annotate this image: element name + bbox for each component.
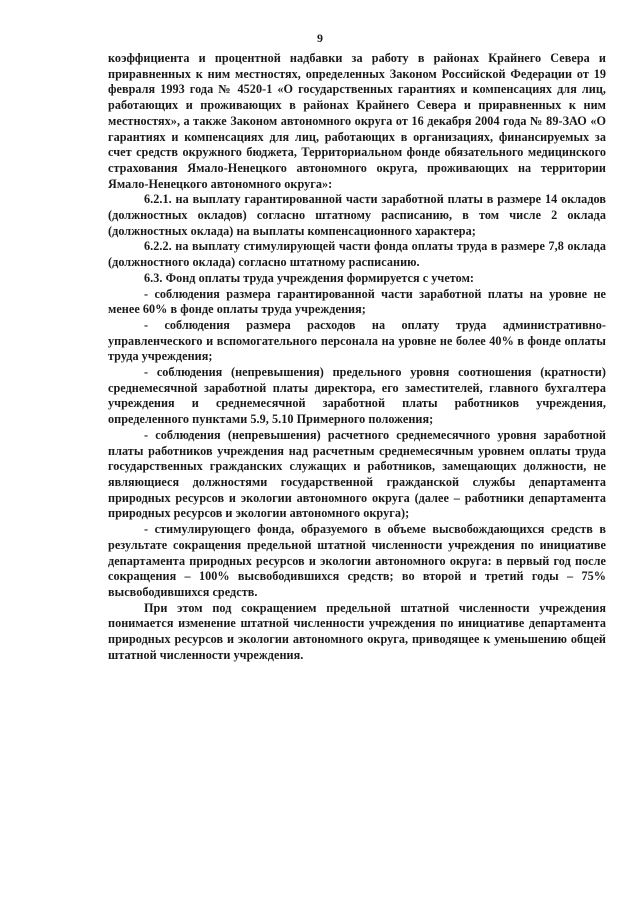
paragraph-continuation: коэффициента и процентной надбавки за работу в районах Крайнего Севера и приравненных к ним местностях, определенных Законом Российской Федерации от 19 февраля 1993 года № 4520-1 «О государственных гарантиях и компенсациях для лиц, работающих и проживающих в районах Крайнего Севера и приравненных к ним местностях», а также Законом автономного округа от 16 декабря 2004 года № 89-ЗАО «О гарантиях и компенсациях для лиц, работающих в организациях, финансируемых за счет средств окружного бюджета, Территориальном фонде обязательного медицинского страхования Ямало-Ненецкого автономного округа, проживающих на территории Ямало-Ненецкого автономного округа»:: [108, 51, 606, 191]
paragraph-p-definition: При этом под сокращением предельной штатной численности учреждения понимается изменение штатной численности учреждения по инициативе департамента природных ресурсов и экологии автономного округа, приводящее к уменьшению общей штатной численности учреждения.: [108, 600, 606, 662]
paragraph-p-6-3: 6.3. Фонд оплаты труда учреждения формируется с учетом:: [144, 270, 475, 285]
paragraph-item-2: - соблюдения размера расходов на оплату труда административно-управленческого и вспомогательного персонала на уровне не более 40% в фонде оплаты труда учреждения;: [108, 317, 606, 364]
paragraph-item-1: - соблюдения размера гарантированной части заработной платы на уровне не менее 60% в фонде оплаты труда учреждения;: [108, 286, 606, 317]
paragraph-p-6-2-2: 6.2.2. на выплату стимулирующей части фонда оплаты труда в размере 7,8 оклада (должностного оклада) согласно штатному расписанию.: [108, 239, 606, 270]
paragraph-p-6-2-1: 6.2.1. на выплату гарантированной части заработной платы в размере 14 окладов (должностных окладов) согласно штатному расписанию, в том числе 2 оклада (должностных оклада) на выплаты компенсационного характера;: [108, 192, 606, 238]
paragraph-item-4: - соблюдения (непревышения) расчетного среднемесячного уровня заработной платы работников учреждения над расчетным среднемесячным уровнем оплаты труда государственных гражданских служащих и работников, замещающих должности, не являющиеся должностями государственной гражданской службы департамента природных ресурсов и экологии автономного округа (далее – работники департамента природных ресурсов и экологии автономного округа);: [108, 427, 606, 521]
paragraph-item-5: - стимулирующего фонда, образуемого в объеме высвобождающихся средств в результате сокращения предельной штатной численности учреждения по инициативе департамента природных ресурсов и экологии автономного округа: в первый год после сокращения – 100% высвободившихся средств; во второй и третий годы – 75% высвободившихся средств.: [108, 522, 606, 599]
paragraph-item-3: - соблюдения (непревышения) предельного уровня соотношения (кратности) среднемесячной заработной платы директора, его заместителей, главного бухгалтера учреждения и среднемесячной заработной платы работников учреждения, определенного пунктами 5.9, 5.10 Примерного положения;: [108, 365, 606, 427]
page-number: 9: [317, 31, 323, 45]
body-text: [108, 51, 606, 663]
